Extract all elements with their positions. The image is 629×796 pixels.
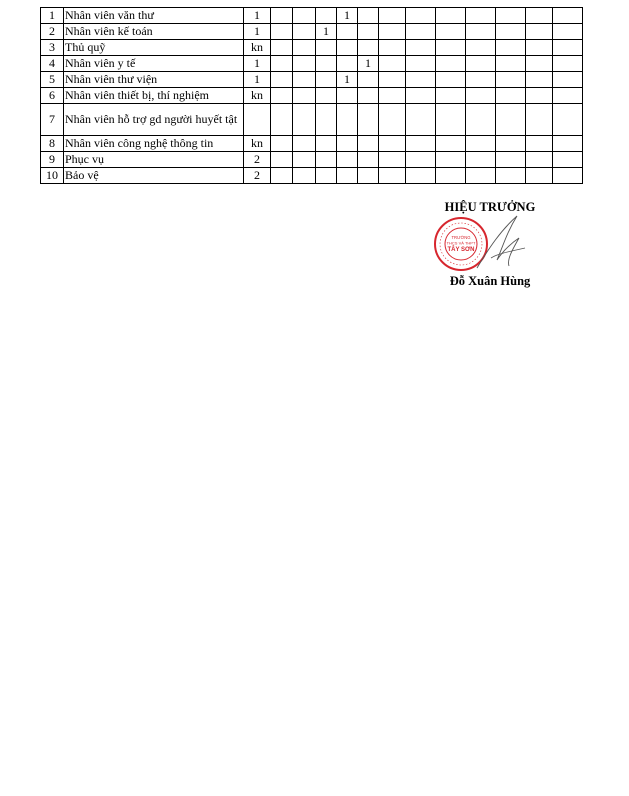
count-cell [406,40,436,56]
table-row [41,40,583,56]
count-cell [526,152,553,168]
table-row [41,56,583,72]
count-cell [358,88,379,104]
count-cell [553,8,583,24]
position-quantity: kn [244,88,271,104]
count-cell [379,24,406,40]
count-cell [271,104,293,136]
row-number: 3 [41,40,64,56]
count-cell [553,40,583,56]
count-cell [466,8,496,24]
count-cell [526,40,553,56]
table-row [41,136,583,152]
position-quantity: 1 [244,24,271,40]
count-cell [316,8,337,24]
count-cell [496,40,526,56]
count-cell [496,152,526,168]
count-cell [406,88,436,104]
count-cell [466,88,496,104]
count-cell [293,152,316,168]
count-cell [379,8,406,24]
count-cell [553,168,583,184]
position-name: Nhân viên kế toán [64,24,244,40]
count-cell [436,152,466,168]
count-cell [436,40,466,56]
count-cell [496,72,526,88]
position-name: Nhân viên thư viện [64,72,244,88]
count-cell [436,72,466,88]
count-cell [526,104,553,136]
count-cell [496,8,526,24]
count-cell [271,136,293,152]
count-cell: 1 [316,24,337,40]
count-cell [526,24,553,40]
count-cell [379,56,406,72]
count-cell [406,104,436,136]
position-quantity: 1 [244,72,271,88]
count-cell [526,72,553,88]
count-cell [526,56,553,72]
count-cell: 1 [358,56,379,72]
count-cell [358,72,379,88]
count-cell [406,8,436,24]
count-cell [436,168,466,184]
count-cell [406,72,436,88]
count-cell [379,152,406,168]
count-cell [271,8,293,24]
count-cell [553,136,583,152]
count-cell [316,136,337,152]
count-cell [496,168,526,184]
count-cell [316,104,337,136]
handwritten-signature-icon [467,208,537,278]
count-cell [271,152,293,168]
count-cell [466,40,496,56]
position-name: Thủ quỹ [64,40,244,56]
count-cell [466,136,496,152]
count-cell [293,24,316,40]
position-name: Nhân viên thiết bị, thí nghiệm [64,88,244,104]
count-cell [436,24,466,40]
count-cell [337,168,358,184]
row-number: 4 [41,56,64,72]
count-cell [466,56,496,72]
count-cell [406,168,436,184]
position-name: Nhân viên văn thư [64,8,244,24]
count-cell [379,40,406,56]
position-quantity [244,104,271,136]
count-cell [406,24,436,40]
row-number: 2 [41,24,64,40]
count-cell [316,72,337,88]
count-cell [406,56,436,72]
position-quantity: 2 [244,152,271,168]
table-row [41,168,583,184]
count-cell [436,8,466,24]
count-cell [496,136,526,152]
position-name: Bảo vệ [64,168,244,184]
count-cell [526,88,553,104]
count-cell [379,88,406,104]
row-number: 9 [41,152,64,168]
count-cell [271,40,293,56]
count-cell [553,56,583,72]
count-cell [337,56,358,72]
count-cell [379,72,406,88]
count-cell [553,72,583,88]
count-cell [337,136,358,152]
count-cell [496,104,526,136]
count-cell [379,136,406,152]
position-name: Phục vụ [64,152,244,168]
count-cell [436,56,466,72]
count-cell [436,88,466,104]
table-row [41,72,583,88]
row-number: 1 [41,8,64,24]
count-cell [358,104,379,136]
count-cell [496,24,526,40]
count-cell [358,24,379,40]
staff-table-body [41,8,583,184]
row-number: 6 [41,88,64,104]
count-cell [406,136,436,152]
count-cell [358,8,379,24]
count-cell [466,152,496,168]
count-cell [316,152,337,168]
count-cell [406,152,436,168]
staff-table [40,7,583,184]
count-cell: 1 [337,72,358,88]
count-cell [271,168,293,184]
signer-name: Đỗ Xuân Hùng [449,274,531,288]
count-cell [358,136,379,152]
count-cell [436,136,466,152]
count-cell [358,152,379,168]
position-quantity: 2 [244,168,271,184]
count-cell [466,72,496,88]
count-cell [553,88,583,104]
count-cell [293,40,316,56]
count-cell [466,168,496,184]
count-cell [553,104,583,136]
count-cell [379,104,406,136]
count-cell [271,88,293,104]
count-cell [379,168,406,184]
count-cell [526,8,553,24]
signature-title: HIỆU TRƯỞNG [444,200,536,214]
position-quantity: 1 [244,8,271,24]
count-cell [271,72,293,88]
count-cell [293,8,316,24]
count-cell [526,136,553,152]
count-cell [316,40,337,56]
table-row [41,104,583,136]
count-cell [316,168,337,184]
seal-text-name: TÂY SƠN [447,247,475,253]
position-name: Nhân viên công nghệ thông tin [64,136,244,152]
count-cell [316,56,337,72]
count-cell [358,40,379,56]
row-number: 8 [41,136,64,152]
count-cell [436,104,466,136]
count-cell [337,40,358,56]
table-row [41,24,583,40]
count-cell [293,168,316,184]
count-cell [271,56,293,72]
row-number: 7 [41,104,64,136]
count-cell [466,104,496,136]
row-number: 10 [41,168,64,184]
table-row [41,88,583,104]
signature-block [415,198,565,293]
position-name: Nhân viên y tế [64,56,244,72]
count-cell [553,24,583,40]
count-cell [337,24,358,40]
count-cell [526,168,553,184]
count-cell [293,56,316,72]
position-quantity: 1 [244,56,271,72]
position-name: Nhân viên hỗ trợ gd người huyết tật [64,104,244,136]
count-cell [337,88,358,104]
row-number: 5 [41,72,64,88]
table-row [41,152,583,168]
count-cell [553,152,583,168]
count-cell [316,88,337,104]
count-cell [496,88,526,104]
count-cell [337,152,358,168]
count-cell [293,104,316,136]
count-cell [337,104,358,136]
seal-text-top: TRƯỜNG [451,235,471,240]
seal-text-mid: THCS VÀ THPT [446,240,476,246]
position-quantity: kn [244,40,271,56]
count-cell [271,24,293,40]
count-cell [358,168,379,184]
position-quantity: kn [244,136,271,152]
count-cell [466,24,496,40]
count-cell [293,88,316,104]
count-cell: 1 [337,8,358,24]
table-row [41,8,583,24]
count-cell [293,72,316,88]
count-cell [293,136,316,152]
count-cell [496,56,526,72]
